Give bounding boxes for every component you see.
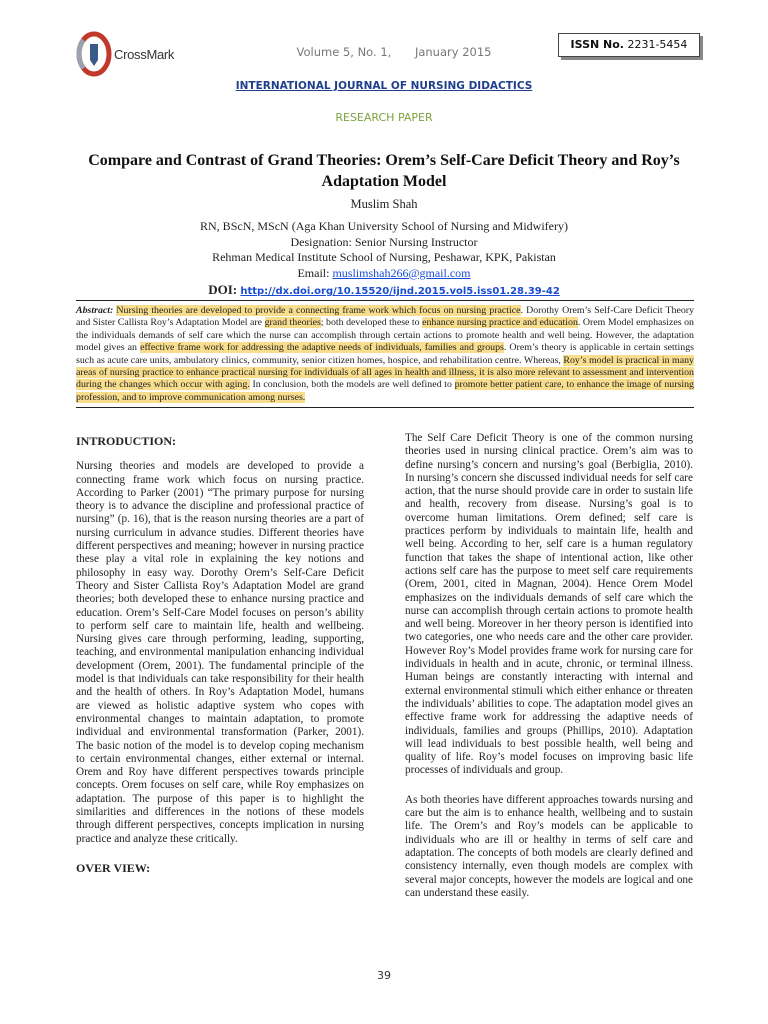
abstract-text: . Dorothy Orem’s Self-Care Deficit Theory and Sister Callista Roy’s Adaptation Model are [76, 305, 695, 329]
email-label: Email: [297, 265, 330, 280]
abstract-text: . Orem Model emphasizes on the individuals demands of self care which the nurse can accomplish through certain actions to promote health and well being. However, the adaptation model gives an [76, 317, 694, 354]
abstract-highlight: promote better patient care, to enhance the image of nursing profession, and to improve communication among nurses. [76, 379, 694, 403]
volume-issue: Volume 5, No. 1, [296, 45, 392, 59]
abstract-highlight: effective frame work for addressing the adaptive needs of individuals, families and groups [140, 342, 504, 354]
abstract-box [76, 300, 694, 408]
doi-link[interactable]: http://dx.doi.org/10.15520/ijnd.2015.vol5.iss01.28.39-42 [240, 286, 560, 297]
issn-label: ISSN No. [570, 38, 624, 51]
article-title: Compare and Contrast of Grand Theories: Orem’s Self-Care Deficit Theory and Roy’s Adaptation Model [88, 152, 680, 190]
section-heading-overview: OVER VIEW: [76, 860, 151, 875]
abstract-highlight: Nursing theories are developed to provide a connecting frame work which focus on nursing practice [116, 305, 521, 316]
body-paragraph: As both theories have different approaches towards nursing and care but the aim is to enhance health, wellbeing and to sustain life. The Orem’s and Roy’s models can be applicable to individuals who are ill or healthy in terms of self care and adaptation. The concepts of both models are clearly defined and consistency internally, even though models are complex with several major concepts, however the models are logical and one can understand these easily. [405, 793, 693, 899]
issue-date: January 2015 [414, 45, 492, 59]
introduction-paragraph: Nursing theories and models are developed to provide a connecting frame work which focus on nursing practice. According to Parker (2001) “The primary purpose for nursing theory is to advance the discipline and professional practice of nursing” (p. 16), that is the reason nursing theories are a part of nursing curriculum in advance studies. Different theories have different perspectives and meaning; however in nursing practice these play a vital role in explaining the key notions and philosophy in easy way. Dorothy Orem’s Self-Care Deficit Theory and Sister Callista Roy’s Adaptation Model are grand theories; both developed these to enhance nursing practice and education. Orem’s Self-Care Model focuses on person’s ability to perform self care to maintain life, health and wellbeing. Nursing gives care through performing, leading, supporting, teaching, and environmental manipulation enhancing individual development (Orem, 2001). The fundamental principle of the model is that individuals can take responsibility for their health and the health of others. In Roy’s Adaptation Model, humans are viewed as holistic adaptive system who copes with environmental changes to maintain adaptation, to promote individual and environmental transformation (Parker, 2001). The basic notion of the model is to develop coping mechanism to certain environmental changes, either external or internal. Orem and Roy have different perspectives towards principle concepts. Orem focuses on self care, while Roy emphasizes on adaptation. The purpose of this paper is to highlight the similarities and differences in the notions of these models through different perspectives, concepts implication in nursing practice and analyze these critically. [76, 460, 364, 845]
left-column [76, 435, 364, 875]
email-line [0, 266, 768, 282]
page-number: 39 [377, 969, 391, 982]
abstract-text: In conclusion, both the models are well defined to [249, 379, 455, 391]
crossmark-label: CrossMark [114, 46, 175, 62]
doi-label: DOI: [208, 282, 238, 297]
affiliation-line: Designation: Senior Nursing Instructor [290, 234, 478, 249]
email-link[interactable]: muslimshah266@gmail.com [332, 265, 471, 280]
abstract-text: . Orem’s theory is applicable in certain settings such as acute care units, ambulatory clinics, community, senior citizen homes, hospice, and rehabilitation centre. Whereas, [76, 342, 694, 366]
abstract-highlight: enhance nursing practice and education [422, 317, 578, 329]
affiliation-line: RN, BScN, MScN (Aga Khan University School of Nursing and Midwifery) [200, 219, 568, 233]
abstract-label: Abstract: [76, 305, 114, 316]
abstract-highlight: grand theories [264, 317, 321, 329]
issn-box [558, 33, 700, 57]
abstract-text: ; both developed these to [320, 317, 423, 329]
issn-number: 2231-5454 [627, 38, 688, 51]
journal-title[interactable]: INTERNATIONAL JOURNAL OF NURSING DIDACTICS [235, 80, 533, 92]
section-heading-introduction: INTRODUCTION: [76, 434, 177, 448]
paper-type: RESEARCH PAPER [335, 111, 433, 124]
author-affiliation [0, 219, 768, 281]
affiliation-line: Rehman Medical Institute School of Nursing, Peshawar, KPK, Pakistan [212, 250, 556, 264]
body-paragraph: The Self Care Deficit Theory is one of the common nursing theories used in nursing clinical practice. Orem’s aim was to define nursing’s concern and nursing’s goal (Berbiglia, 2010). In nursing’s concern she discussed individual needs for self care action, that the nurse should provide care in order to sustain life and health, recovery from disease. Nursing’s goal is to overcome human limitations. Orem defined; self care is practices perform by individuals to maintain life, health and well being. According to her, self care is a human regulatory function that takes the shape of intentional action, like other actions self care has the purpose to meet self care requirements (Orem, 2001, cited in Magnan, 2004). Hence Orem Model emphasizes on the individuals demands of self care which the nurse can accomplish through certain actions to promote health and well being. Moreover in her theory person is identified into two categories, one who needs care and the other care provider. However Roy’s Model provides frame work for nursing care for individuals in health and in acute, chronic, or terminal illness. Human beings are constantly interacting with internal and external environmental stimuli which either enhance or threaten the individuals’ abilities to cope. The adaptation model gives an effective frame work for addressing the adaptive needs of individuals, families and groups (Phillips, 2010). Adaptation will lead individuals to best possible health, well being and quality of life. Roy’s model focuses on improving basic life processes of individuals and group. [405, 432, 693, 777]
author-name: Muslim Shah [350, 197, 418, 211]
doi-line [0, 282, 768, 298]
abstract-highlight: Roy’s model is practical in many areas of nursing practice to enhance practical nursing for individuals of all ages in health and illness, it is also more relevant to assessment and intervention during the changes which occur with aging. [76, 354, 694, 391]
right-column [405, 432, 693, 900]
